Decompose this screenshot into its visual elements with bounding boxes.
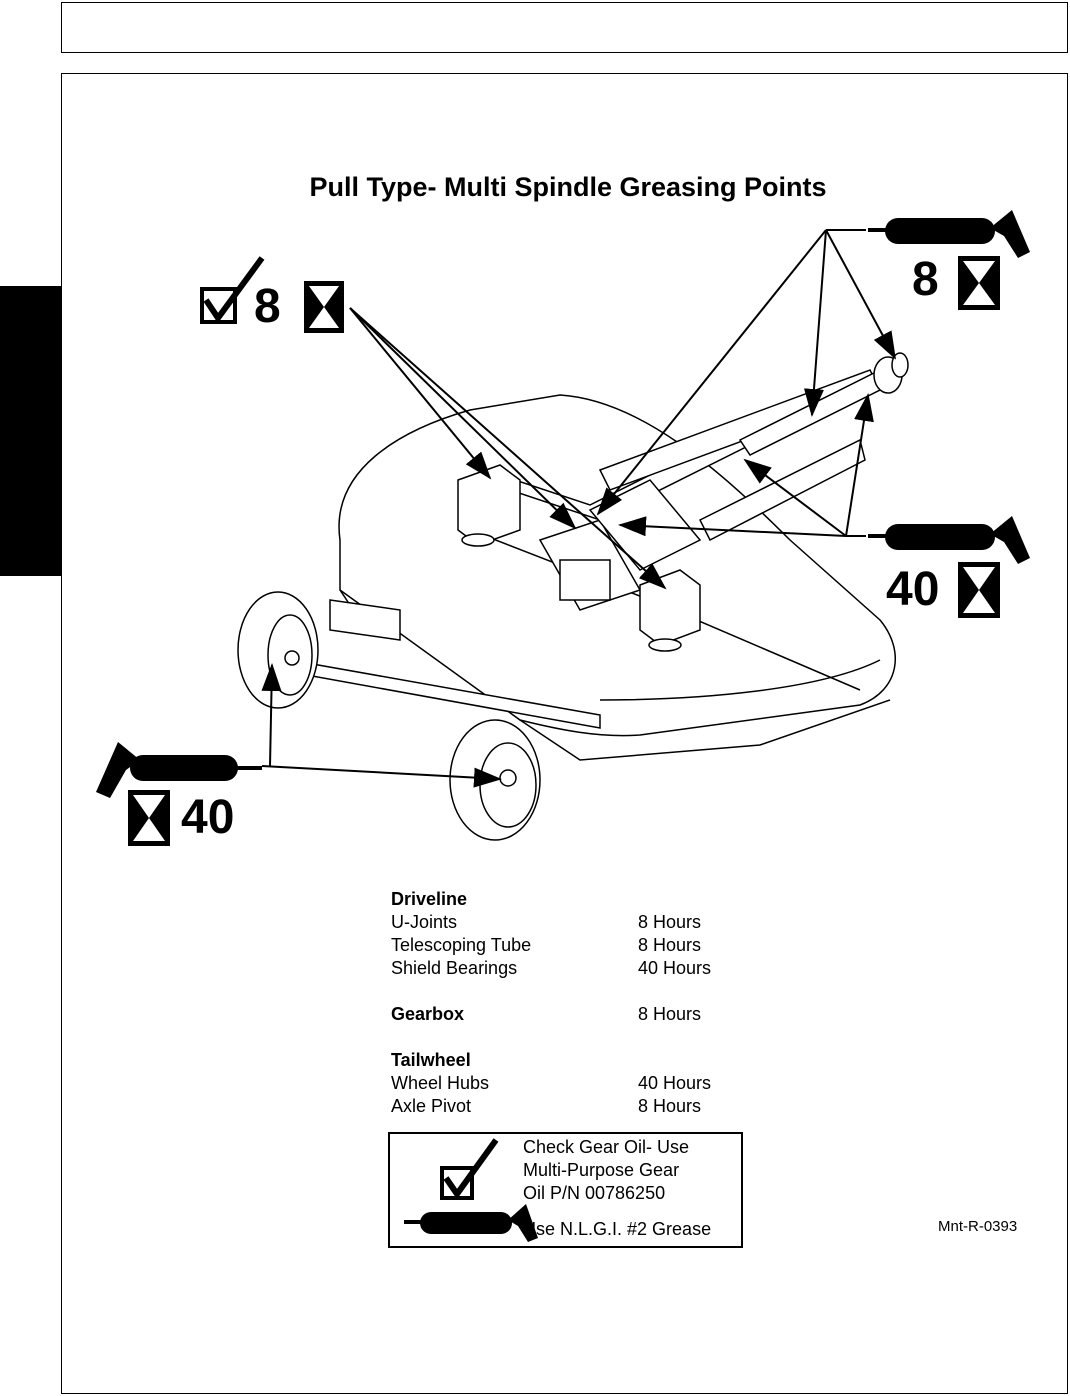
grease-gun-icon — [868, 210, 1030, 258]
tailwheel-interval: 40 — [181, 791, 235, 844]
legend-oil-line1: Check Gear Oil- Use — [523, 1137, 690, 1157]
grease-gun-icon — [404, 1204, 538, 1242]
page-title: Pull Type- Multi Spindle Greasing Points — [309, 172, 827, 202]
grease-gun-icon — [868, 516, 1030, 564]
hourglass-icon — [304, 281, 344, 333]
driveline — [740, 353, 908, 455]
tailwheel-right — [450, 720, 540, 840]
schedule-heading: Driveline — [391, 889, 468, 909]
hourglass-icon — [958, 256, 1000, 310]
grease-gun-icon — [96, 742, 262, 798]
document-id: Mnt-R-0393 — [938, 1218, 1018, 1235]
hourglass-icon — [958, 562, 1000, 618]
greasing-schedule — [391, 888, 791, 1118]
hourglass-icon — [128, 790, 170, 846]
legend-oil-line2: Multi-Purpose Gear — [523, 1160, 680, 1180]
schedule-heading: Tailwheel — [391, 1050, 471, 1070]
schedule-row: Axle Pivot 8 Hours — [391, 1096, 702, 1116]
legend-box — [388, 1132, 743, 1248]
tailwheel-left — [238, 592, 318, 708]
check-box-icon — [202, 258, 262, 322]
check-box-icon — [442, 1140, 496, 1198]
schedule-row: U-Joints 8 Hours — [391, 912, 702, 932]
driveline-shield-interval: 40 — [886, 563, 940, 616]
schedule-row: Wheel Hubs 40 Hours — [391, 1073, 712, 1093]
schedule-heading: Gearbox 8 Hours — [391, 1004, 702, 1024]
schedule-row: Telescoping Tube 8 Hours — [391, 935, 702, 955]
schedule-row: Shield Bearings 40 Hours — [391, 958, 712, 978]
gearbox-interval: 8 — [254, 280, 281, 333]
legend-oil-line3: Oil P/N 00786250 — [523, 1183, 666, 1203]
driveline-top-interval: 8 — [912, 253, 939, 306]
legend-grease: Use N.L.G.I. #2 Grease — [523, 1219, 712, 1239]
